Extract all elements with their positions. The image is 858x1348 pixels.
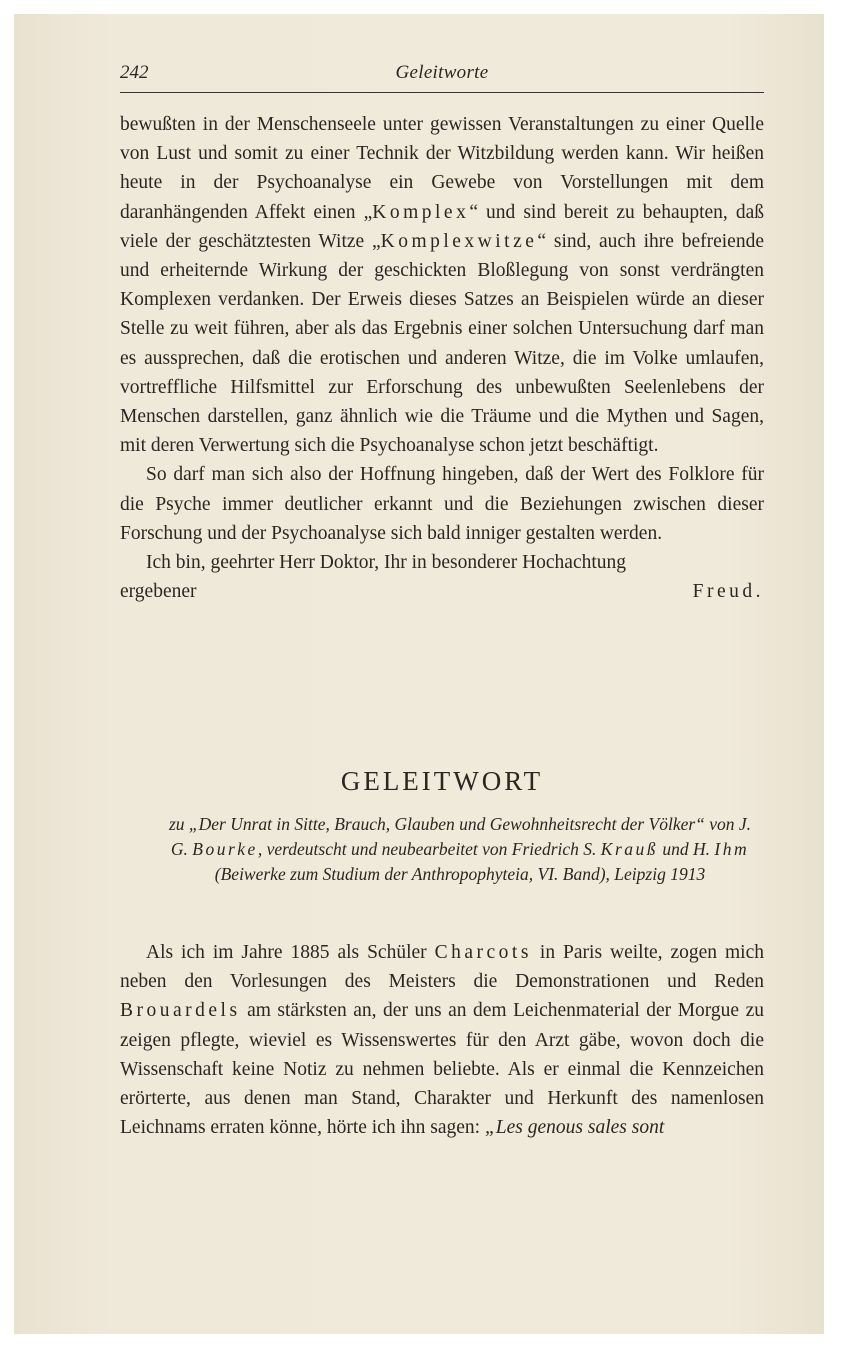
geleitwort-paragraph-1: Als ich im Jahre 1885 als Schüler Charcots in Paris weilte, zogen mich neben den Vorlesungen des Meisters die Demonstrationen und Reden Brouardels am stärksten an, der uns an dem Leichenmaterial der Morgue zu zeigen pflegte, wieviel es Wissenswertes für den Arzt gäbe, wovon doch die Wissenschaft keine Notiz zu nehmen beliebte. Als er einmal die Kennzeichen erörterte, aus denen man Stand, Charakter und Herkunft des namenlosen Leichnams erraten könne, hörte ich ihn sagen: „Les genous sales sont [120,942,764,1139]
letter-paragraph-3: Ich bin, geehrter Herr Doktor, Ihr in besonderer Hochachtung [146,552,627,574]
letter-signoff [120,577,764,606]
signature: Freud. [692,581,764,603]
spaced-name-krauss: Krauß [600,839,658,859]
spaced-name-bourke: Bourke [192,839,258,859]
letter-paragraph-1: bewußten in der Menschenseele unter gewissen Veranstaltungen zu einer Quelle von Lust und somit zu einer Technik der Witzbildung werden kann. Wir heißen heute in der Psychoanalyse ein Gewebe von Vorstellungen mit dem daranhängenden Affekt einen „Komplex“ und sind bereit zu behaupten, daß viele der geschätztesten Witze „Komplexwitze“ sind, auch ihre befreiende und erheiternde Wirkung der geschickten Bloßlegung von sonst verdrängten Komplexen verdanken. Der Erweis dieses Satzes an Beispielen würde an dieser Stelle zu weit führen, aber als das Ergebnis einer solchen Untersuchung darf man es aussprechen, daß die erotischen und anderen Witze, die im Volke umlaufen, vortreffliche Hilfsmittel zur Erforschung des unbewußten Seelenlebens der Menschen darstellen, ganz ähnlich wie die Träume und die Mythen und Sagen, mit deren Verwertung sich die Psychoanalyse schon jetzt beschäftigt. [120,114,764,457]
section-title: GELEITWORT [340,766,544,796]
letter-paragraph-2: So darf man sich also der Hoffnung hingeben, daß der Wert des Folklore für die Psyche immer deutlicher erkannt und die Beziehungen zwischen dieser Forschung und der Psychoanalyse sich bald inniger gestalten werden. [120,464,764,544]
spaced-word-komplexwitze: Komplexwitze [380,230,538,252]
letter-text [120,110,764,606]
page-header [120,62,764,93]
geleitwort-text [120,938,764,1142]
page-number: 242 [120,62,149,83]
spaced-name-brouardel: Brouardels [120,1000,241,1022]
closing: ergebener [120,581,197,603]
french-quote: „Les genous sales sont [484,1117,665,1139]
running-title: Geleitworte [395,62,489,83]
spaced-name-charcot: Charcots [434,942,532,963]
spaced-word-komplex: Komplex [372,201,470,223]
section-subtitle: zu „Der Unrat in Sitte, Brauch, Glauben und Gewohnheitsrecht der Völker“ von J. G. Bourke, verdeutscht und neubearbeitet von Friedrich S. Krauß und H. Ihm (Beiwerke zum Studium der Anthropophyteia, VI. Band), Leipzig 1913 [168,814,752,884]
spaced-name-ihm: Ihm [714,839,750,859]
